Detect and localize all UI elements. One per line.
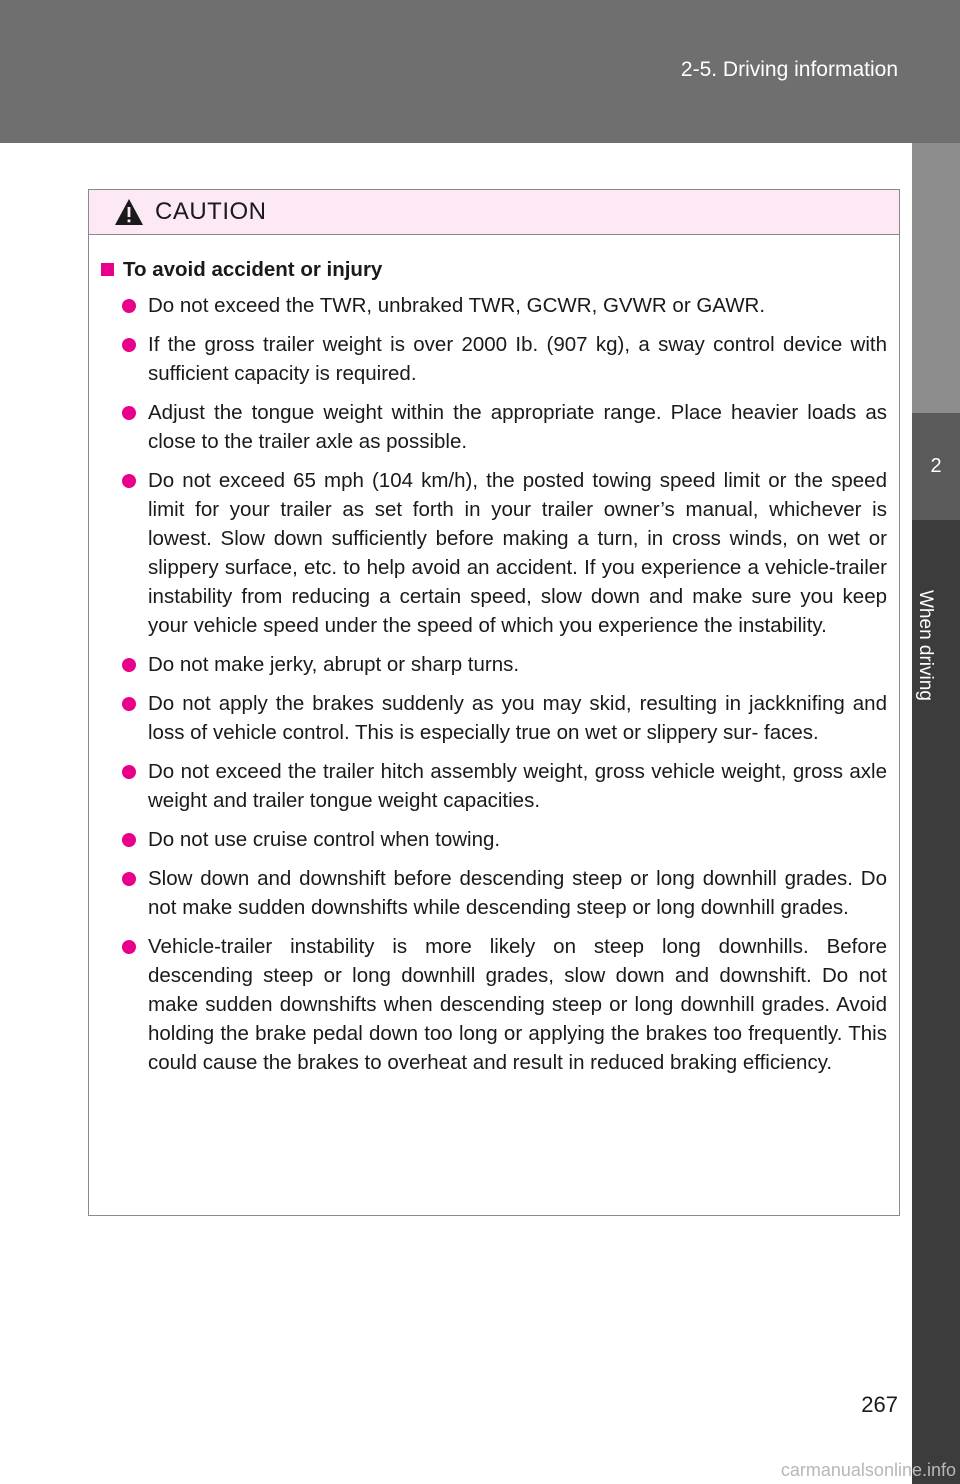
circle-bullet-icon <box>122 697 136 711</box>
circle-bullet-icon <box>122 658 136 672</box>
list-item <box>101 398 887 456</box>
page-header-band <box>0 0 960 143</box>
square-bullet-icon <box>101 263 114 276</box>
list-item-text: Vehicle-trailer instability is more likely on steep long downhills. Before descending steep or long downhill grades, slow down and downshift. Do not make sudden downshifts when descending steep or long downhill grades. Avoid holding the brake pedal down too long or applying the brakes too frequently. This could cause the brakes to overheat and result in reduced braking efficiency. <box>148 935 887 1074</box>
circle-bullet-icon <box>122 833 136 847</box>
circle-bullet-icon <box>122 406 136 420</box>
warning-triangle-icon <box>113 197 145 227</box>
caution-section-title <box>101 255 887 284</box>
caution-header <box>89 190 899 235</box>
list-item <box>101 466 887 640</box>
list-item-text: Adjust the tongue weight within the appropriate range. Place heavier loads as close to the trailer axle as possible. <box>148 401 887 453</box>
caution-body <box>89 235 899 1077</box>
side-tab-chapter-label: When driving <box>915 590 936 701</box>
caution-box <box>88 189 900 1216</box>
caution-title: CAUTION <box>155 198 267 225</box>
list-item-text: Do not make jerky, abrupt or sharp turns. <box>148 653 520 676</box>
list-item-text: If the gross trailer weight is over 2000 Ib. (907 kg), a sway control device with sufficient capacity is required. <box>148 333 887 385</box>
side-tab-chapter-number: 2 <box>912 413 960 520</box>
list-item <box>101 291 887 320</box>
list-item-text: Do not exceed 65 mph (104 km/h), the posted towing speed limit or the speed limit for your trailer as set forth in your trailer owner’s manual, whichever is lowest. Slow down sufficiently before making a turn, in cross winds, on wet or slippery surface, etc. to help avoid an accident. If you experience a vehicle-trailer instability from reducing a certain speed, slow down and make sure you keep your vehicle speed under the speed of which you experience the instability. <box>148 469 887 637</box>
list-item-text: Slow down and downshift before descending steep or long downhill grades. Do not make sudden downshifts while descending steep or long downhill grades. <box>148 867 887 919</box>
list-item <box>101 757 887 815</box>
circle-bullet-icon <box>122 872 136 886</box>
list-item <box>101 932 887 1077</box>
circle-bullet-icon <box>122 765 136 779</box>
section-heading: 2-5. Driving information <box>680 58 898 81</box>
circle-bullet-icon <box>122 940 136 954</box>
list-item <box>101 689 887 747</box>
caution-section-title-text: To avoid accident or injury <box>123 258 383 281</box>
watermark-text: carmanualsonline.info <box>780 1460 956 1480</box>
circle-bullet-icon <box>122 338 136 352</box>
list-item-text: Do not apply the brakes suddenly as you may skid, resulting in jackknifing and loss of vehicle control. This is especially true on wet or slippery sur- faces. <box>148 692 887 744</box>
page-number: 267 <box>861 1392 898 1417</box>
circle-bullet-icon <box>122 474 136 488</box>
list-item-text: Do not exceed the trailer hitch assembly weight, gross vehicle weight, gross axle weight and trailer tongue weight capacities. <box>148 760 887 812</box>
list-item-text: Do not use cruise control when towing. <box>148 828 501 851</box>
list-item <box>101 650 887 679</box>
circle-bullet-icon <box>122 299 136 313</box>
list-item <box>101 864 887 922</box>
list-item-text: Do not exceed the TWR, unbraked TWR, GCWR, GVWR or GAWR. <box>148 294 766 317</box>
list-item <box>101 825 887 854</box>
side-tab-inactive-upper <box>912 143 960 413</box>
list-item <box>101 330 887 388</box>
